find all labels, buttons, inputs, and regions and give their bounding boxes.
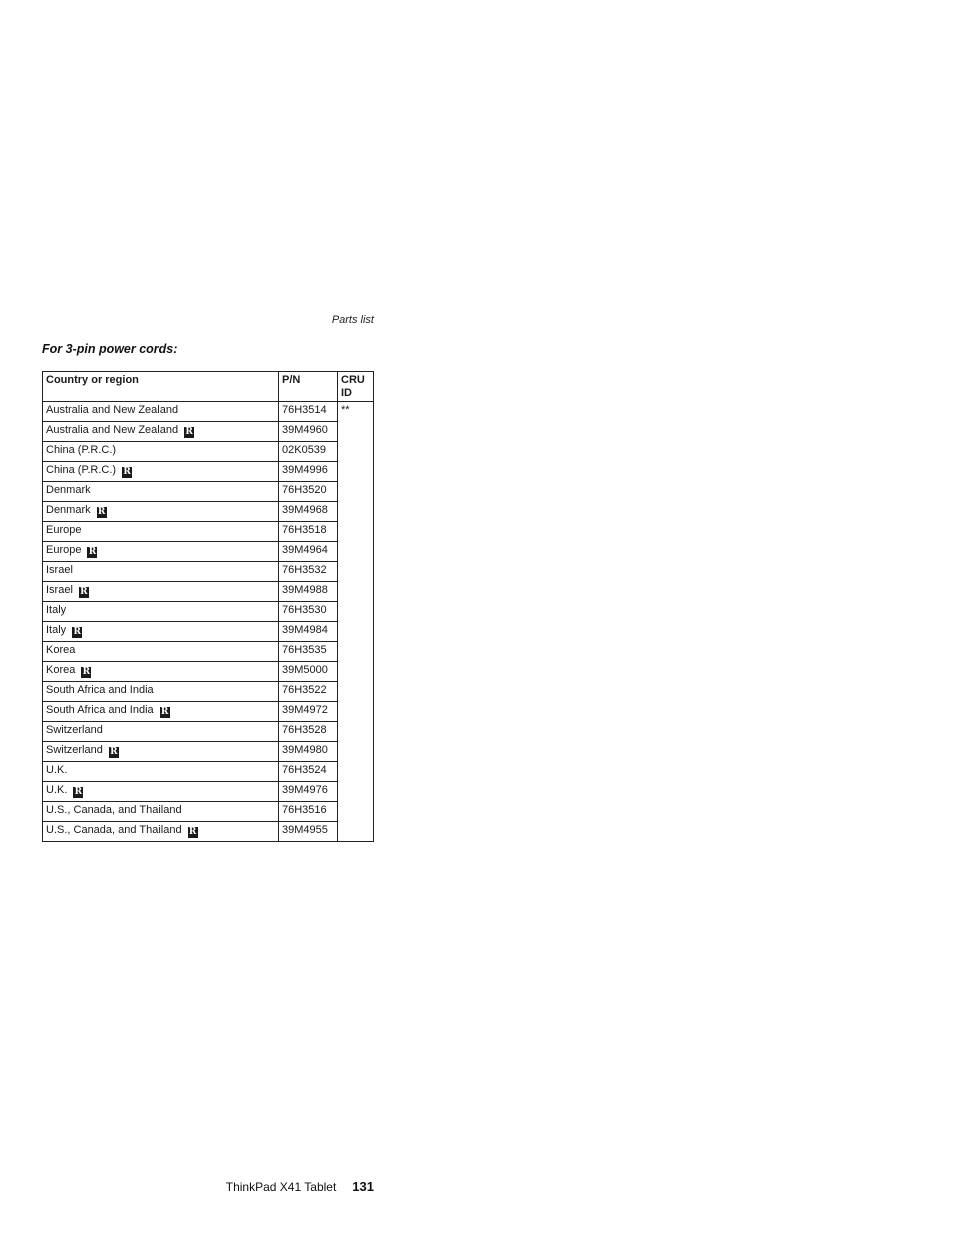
table-row bbox=[43, 542, 374, 562]
table-row bbox=[43, 742, 374, 762]
table-row bbox=[43, 402, 374, 422]
table-header-row bbox=[43, 372, 374, 402]
table-row bbox=[43, 662, 374, 682]
table-row bbox=[43, 522, 374, 542]
country-cell bbox=[43, 782, 279, 802]
part-number-cell: 02K0539 bbox=[279, 442, 338, 462]
table-row bbox=[43, 682, 374, 702]
cru-header-line1: CRU bbox=[341, 374, 365, 386]
country-cell bbox=[43, 702, 279, 722]
rohs-r-icon: R bbox=[97, 507, 106, 517]
part-number-cell: 76H3532 bbox=[279, 562, 338, 582]
country-cell bbox=[43, 642, 279, 662]
country-text: Switzerland bbox=[46, 744, 103, 756]
part-number-cell: 76H3524 bbox=[279, 762, 338, 782]
table-row bbox=[43, 782, 374, 802]
part-number-cell: 76H3522 bbox=[279, 682, 338, 702]
country-text: Denmark bbox=[46, 504, 91, 516]
rohs-r-icon: R bbox=[80, 587, 88, 597]
country-text: Korea bbox=[46, 664, 76, 676]
column-header-cru-id bbox=[338, 372, 374, 402]
country-cell bbox=[43, 822, 279, 842]
part-number-cell: 39M4964 bbox=[279, 542, 338, 562]
cru-header-line2: ID bbox=[341, 387, 352, 399]
rohs-r-icon: R bbox=[188, 827, 197, 837]
country-text: Italy bbox=[46, 624, 67, 636]
country-text: Korea bbox=[46, 644, 76, 656]
column-header-pn: P/N bbox=[279, 372, 338, 402]
table-row bbox=[43, 422, 374, 442]
table-row bbox=[43, 622, 374, 642]
country-text: China (P.R.C.) bbox=[46, 464, 117, 476]
country-cell bbox=[43, 542, 279, 562]
running-header: Parts list bbox=[331, 314, 374, 326]
country-cell bbox=[43, 582, 279, 602]
country-cell bbox=[43, 402, 279, 422]
power-cord-parts-table bbox=[42, 371, 374, 842]
table-row bbox=[43, 822, 374, 842]
country-text: Switzerland bbox=[46, 724, 103, 736]
section-title: For 3-pin power cords: bbox=[42, 342, 178, 356]
country-text: South Africa and India bbox=[46, 704, 154, 716]
rohs-r-icon: R bbox=[160, 707, 169, 717]
part-number-cell: 76H3535 bbox=[279, 642, 338, 662]
table-row bbox=[43, 702, 374, 722]
country-cell bbox=[43, 682, 279, 702]
country-text: Israel bbox=[46, 584, 73, 596]
country-text: Denmark bbox=[46, 484, 91, 496]
part-number-cell: 39M5000 bbox=[279, 662, 338, 682]
page-footer bbox=[42, 1179, 374, 1194]
rohs-r-icon: R bbox=[110, 747, 118, 757]
table-row bbox=[43, 802, 374, 822]
country-cell bbox=[43, 662, 279, 682]
part-number-cell: 39M4980 bbox=[279, 742, 338, 762]
table-body bbox=[43, 402, 374, 842]
rohs-r-icon: R bbox=[82, 667, 91, 677]
page-number: 131 bbox=[352, 1179, 374, 1194]
part-number-cell: 76H3514 bbox=[279, 402, 338, 422]
table-row bbox=[43, 762, 374, 782]
country-cell bbox=[43, 462, 279, 482]
part-number-cell: 39M4955 bbox=[279, 822, 338, 842]
country-text: Australia and New Zealand bbox=[46, 404, 179, 416]
rohs-r-icon: R bbox=[74, 787, 83, 797]
rohs-r-icon: R bbox=[88, 547, 97, 557]
rohs-r-icon: R bbox=[185, 427, 193, 437]
country-cell bbox=[43, 442, 279, 462]
table-row bbox=[43, 722, 374, 742]
part-number-cell: 39M4968 bbox=[279, 502, 338, 522]
country-text: Israel bbox=[46, 564, 73, 576]
part-number-cell: 76H3520 bbox=[279, 482, 338, 502]
country-cell bbox=[43, 562, 279, 582]
table-row bbox=[43, 482, 374, 502]
country-cell bbox=[43, 722, 279, 742]
country-cell bbox=[43, 602, 279, 622]
country-text: South Africa and India bbox=[46, 684, 154, 696]
table-row bbox=[43, 462, 374, 482]
part-number-cell: 76H3530 bbox=[279, 602, 338, 622]
country-text: U.K. bbox=[46, 764, 68, 776]
table-row bbox=[43, 602, 374, 622]
country-cell bbox=[43, 762, 279, 782]
footer-product-name: ThinkPad X41 Tablet bbox=[225, 1180, 337, 1194]
table-row bbox=[43, 562, 374, 582]
country-cell bbox=[43, 522, 279, 542]
rohs-r-icon: R bbox=[123, 467, 131, 477]
cru-id-cell: ** bbox=[338, 402, 374, 842]
part-number-cell: 39M4984 bbox=[279, 622, 338, 642]
country-text: Europe bbox=[46, 544, 82, 556]
country-text: Australia and New Zealand bbox=[46, 424, 179, 436]
country-cell bbox=[43, 422, 279, 442]
country-cell bbox=[43, 802, 279, 822]
country-text: U.S., Canada, and Thailand bbox=[46, 824, 182, 836]
table-row bbox=[43, 582, 374, 602]
part-number-cell: 76H3516 bbox=[279, 802, 338, 822]
country-text: U.K. bbox=[46, 784, 68, 796]
table-row bbox=[43, 502, 374, 522]
table-row bbox=[43, 442, 374, 462]
country-cell bbox=[43, 482, 279, 502]
rohs-r-icon: R bbox=[73, 627, 81, 637]
column-header-country: Country or region bbox=[43, 372, 279, 402]
table-row bbox=[43, 642, 374, 662]
part-number-cell: 39M4988 bbox=[279, 582, 338, 602]
country-text: Europe bbox=[46, 524, 82, 536]
part-number-cell: 39M4972 bbox=[279, 702, 338, 722]
part-number-cell: 39M4976 bbox=[279, 782, 338, 802]
part-number-cell: 39M4996 bbox=[279, 462, 338, 482]
part-number-cell: 76H3528 bbox=[279, 722, 338, 742]
country-text: Italy bbox=[46, 604, 67, 616]
part-number-cell: 76H3518 bbox=[279, 522, 338, 542]
country-text: China (P.R.C.) bbox=[46, 444, 117, 456]
country-cell bbox=[43, 742, 279, 762]
country-cell bbox=[43, 502, 279, 522]
country-text: U.S., Canada, and Thailand bbox=[46, 804, 182, 816]
part-number-cell: 39M4960 bbox=[279, 422, 338, 442]
country-cell bbox=[43, 622, 279, 642]
